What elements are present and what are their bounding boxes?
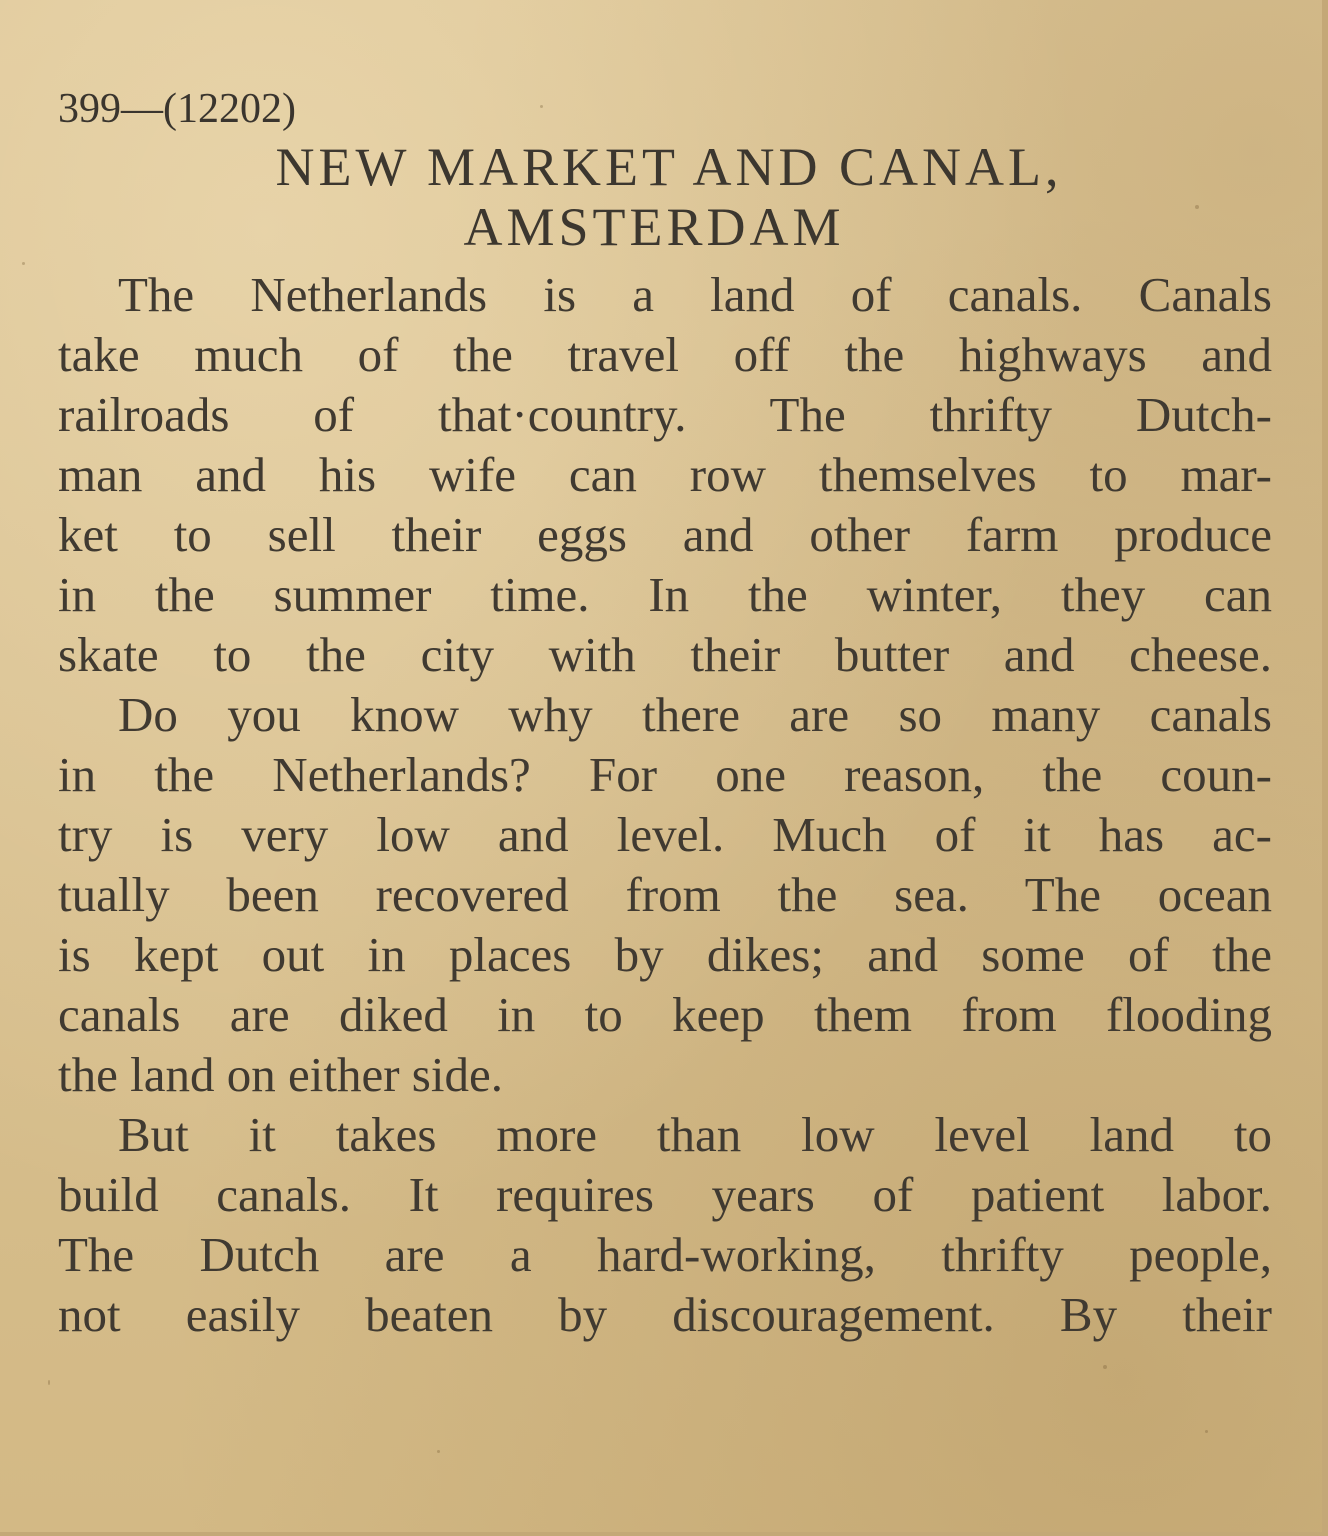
paragraph-1-line-1: The Netherlands is a land of canals. Canals: [118, 267, 1272, 322]
paragraph-2-line-7: the land on either side.: [58, 1047, 503, 1102]
paper-speck: [48, 1380, 50, 1385]
paragraph-3-line-4: not easily beaten by discouragement. By their: [58, 1287, 1272, 1342]
paragraph-1-line-5: ket to sell their eggs and other farm produce: [58, 507, 1272, 562]
paper-speck: [437, 1450, 440, 1453]
paragraph-2-line-3: try is very low and level. Much of it has ac-: [58, 807, 1272, 862]
paragraph-2-line-6: canals are diked in to keep them from flooding: [58, 987, 1272, 1042]
paragraph-1-line-7: skate to the city with their butter and cheese.: [58, 627, 1272, 682]
paragraph-1-line-2: take much of the travel off the highways and: [58, 327, 1272, 382]
paragraph-1-line-4: man and his wife can row themselves to mar-: [58, 447, 1272, 502]
paper-speck: [1205, 1430, 1208, 1433]
paragraph-3-line-3: The Dutch are a hard-working, thrifty people,: [58, 1227, 1272, 1282]
paragraph-2-line-4: tually been recovered from the sea. The ocean: [58, 867, 1272, 922]
card-title-line-1: NEW MARKET AND CANAL,: [275, 137, 1063, 197]
paragraph-2-line-1: Do you know why there are so many canals: [118, 687, 1272, 742]
card-title-line-2: AMSTERDAM: [463, 197, 845, 257]
paper-speck: [540, 105, 543, 108]
paragraph-2-line-2: in the Netherlands? For one reason, the coun-: [58, 747, 1272, 802]
paragraph-3-line-1: But it takes more than low level land to: [118, 1107, 1272, 1162]
catalog-number: 399—(12202): [58, 86, 296, 132]
paragraph-1-line-3: railroads of that·country. The thrifty Dutch-: [58, 387, 1272, 442]
paper-speck: [1195, 205, 1199, 209]
paragraph-1-line-6: in the summer time. In the winter, they can: [58, 567, 1272, 622]
paragraph-3-line-2: build canals. It requires years of patient labor.: [58, 1167, 1272, 1222]
paper-speck: [22, 262, 25, 265]
paper-speck: [1103, 1365, 1107, 1369]
paragraph-2-line-5: is kept out in places by dikes; and some of the: [58, 927, 1272, 982]
